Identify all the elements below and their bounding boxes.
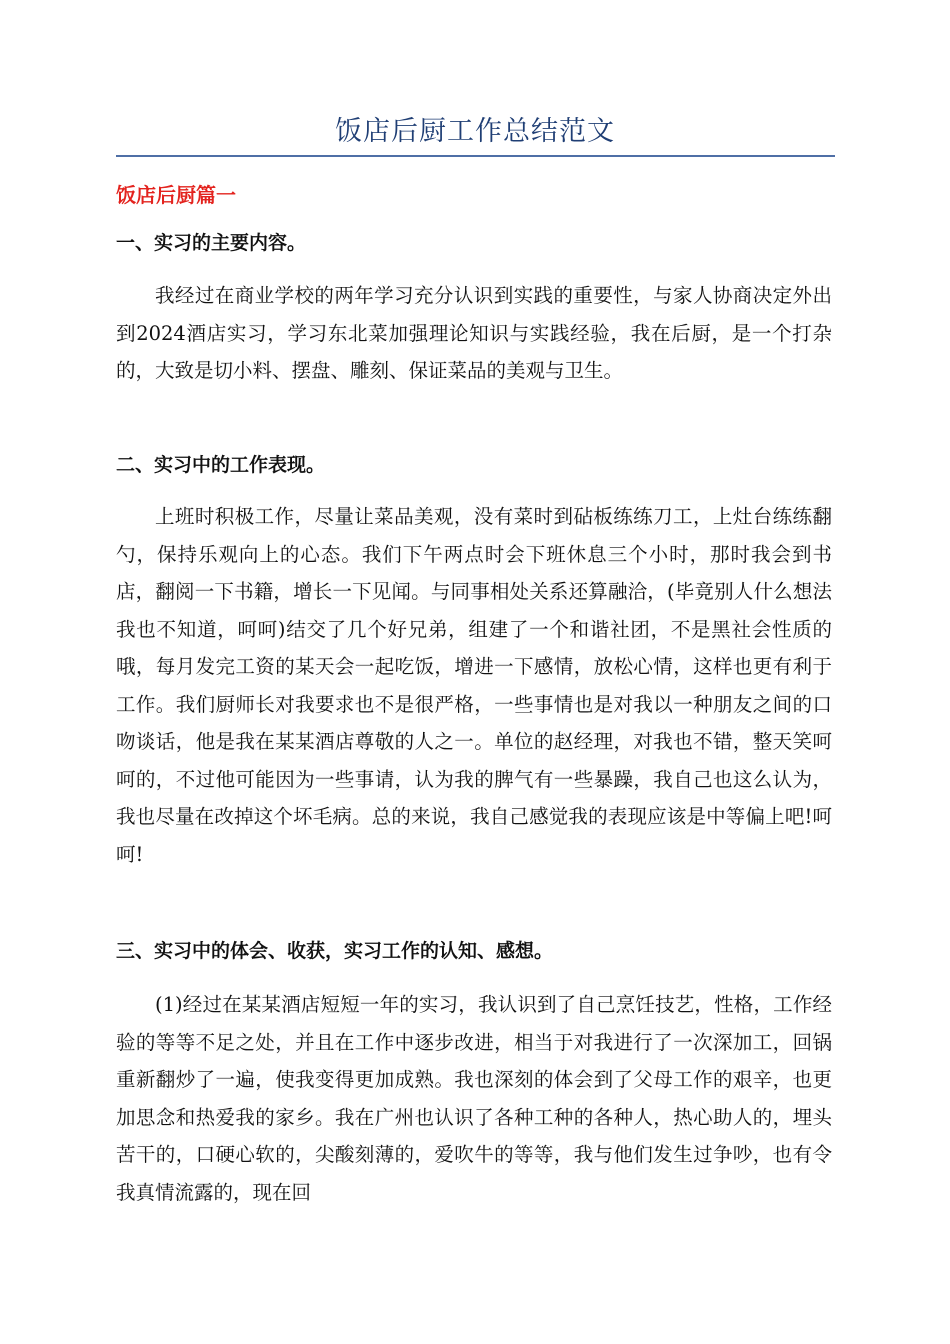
section-paragraph-3: (1)经过在某某酒店短短一年的实习，我认识到了自己烹饪技艺，性格，工作经验的等等不足之处，并且在工作中逐步改进，相当于对我进行了一次深加工，回锅重新翻炒了一遍，使我变得更加成熟。我也深刻的体会到了父母工作的艰辛，也更加思念和热爱我的家乡。我在广州也认识了各种工种的各种人，热心助人的，埋头苦干的，口硬心软的，尖酸刻薄的，爱吹牛的等等，我与他们发生过争吵，也有令我真情流露的，现在回 — [116, 993, 832, 1204]
section-heading-1: 一、实习的主要内容。 — [116, 232, 307, 254]
document-title: 饭店后厨工作总结范文 — [335, 116, 615, 147]
title-underline — [116, 155, 835, 157]
section-label: 饭店后厨篇一 — [116, 183, 236, 207]
section-paragraph-2: 上班时积极工作，尽量让菜品美观，没有菜时到砧板练练刀工，上灶台练练翻勺，保持乐观向上的心态。我们下午两点时会下班休息三个小时，那时我会到书店，翻阅一下书籍，增长一下见闻。与同事相处关系还算融洽，(毕竟别人什么想法我也不知道，呵呵)结交了几个好兄弟，组建了一个和谐社团，不是黑社会性质的哦，每月发完工资的某天会一起吃饭，增进一下感情，放松心情，这样也更有利于工作。我们厨师长对我要求也不是很严格，一些事情也是对我以一种朋友之间的口吻谈话，他是我在某某酒店尊敬的人之一。单位的赵经理，对我也不错，整天笑呵呵的，不过他可能因为一些事请，认为我的脾气有一些暴躁，我自己也这么认为，我也尽量在改掉这个坏毛病。总的来说，我自己感觉我的表现应该是中等偏上吧!呵呵! — [116, 505, 832, 866]
section-heading-2: 二、实习中的工作表现。 — [116, 454, 326, 476]
section-heading-3: 三、实习中的体会、收获，实习工作的认知、感想。 — [116, 940, 554, 962]
section-paragraph-1: 我经过在商业学校的两年学习充分认识到实践的重要性，与家人协商决定外出到2024酒店实习，学习东北菜加强理论知识与实践经验，我在后厨，是一个打杂的，大致是切小料、摆盘、雕刻、保证菜品的美观与卫生。 — [116, 284, 832, 382]
